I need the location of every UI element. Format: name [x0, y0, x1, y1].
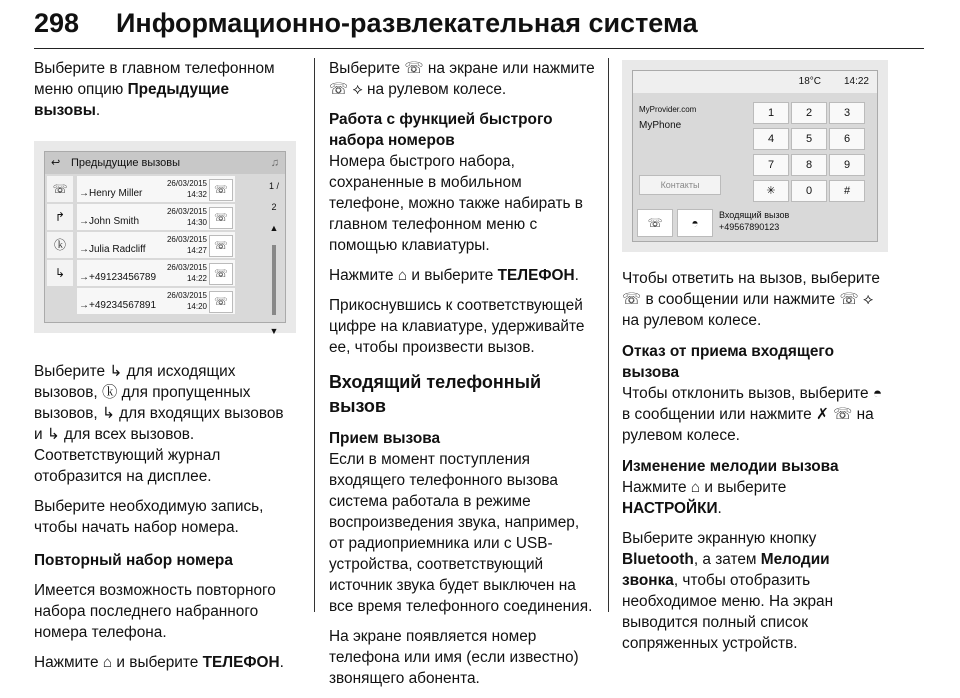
- paragraph: Номера быстрого набора, сохраненные в мобильном телефоне, можно также набирать в главном телефонном меню с помощью клавиатуры.: [329, 153, 583, 254]
- key-star: ✳: [753, 180, 789, 202]
- paragraph: Прикоснувшись к соответствующей цифре на клавиатуре, удерживайте ее, чтобы произвести вызов.: [329, 297, 585, 356]
- missed-calls-icon: ⓚ: [47, 232, 73, 258]
- phone-icon: ☏: [209, 207, 233, 229]
- clock: 14:22: [843, 76, 869, 87]
- screen-titlebar: [45, 152, 285, 174]
- paragraph: Чтобы ответить на вызов, выберите ☏ в сообщении или нажмите ☏ ⟡ на рулевом колесе.: [622, 270, 880, 329]
- phone-name: MyPhone: [639, 120, 682, 131]
- page-number: 298: [34, 8, 80, 38]
- section-heading: Отказ от приема входящего вызова: [622, 343, 834, 381]
- key-3: 3: [829, 102, 865, 124]
- scrollbar: [267, 176, 281, 342]
- paragraph: Чтобы отклонить вызов, выберите ◓ в сообщении или нажмите ✗ ☏ на рулевом колесе.: [622, 385, 883, 444]
- recent-calls-screenshot: [34, 141, 296, 336]
- column-1: [34, 58, 296, 682]
- key-1: 1: [753, 102, 789, 124]
- paragraph: Выберите ☏ на экране или нажмите ☏ ⟡ на рулевом колесе.: [329, 60, 595, 98]
- reject-call-icon: ◓: [677, 209, 713, 237]
- status-bar: [633, 71, 877, 93]
- incoming-calls-icon: ↳: [47, 260, 73, 286]
- call-filter-sidebar: [47, 176, 73, 288]
- list-item: →Julia Radcliff 26/03/2015 14:27 ☏: [77, 232, 235, 258]
- paragraph: Если в момент поступления входящего телефонного вызова система работала в режиме воспроизведения звука, например, от радиоприемника или с USB-устройства, соответствующий источник звука будет выключен на все время телефонного соединения.: [329, 451, 593, 615]
- paragraph: На экране появляется номер телефона или имя (если известно) звонящего абонента.: [329, 628, 579, 687]
- chevron-down-icon: ▼: [269, 326, 279, 336]
- paragraph: Выберите в главном телефонном меню опцию Предыдущие вызовы.: [34, 60, 275, 119]
- list-item: →Henry Miller 26/03/2015 14:32 ☏: [77, 176, 235, 202]
- section-heading: Входящий телефонный вызов: [329, 372, 542, 416]
- paragraph: Нажмите ⌂ и выберите ТЕЛЕФОН.: [329, 267, 579, 284]
- page-title: Информационно-развлекательная система: [116, 8, 698, 38]
- provider-name: MyProvider.com: [639, 105, 697, 114]
- subsection-heading: Прием вызова: [329, 430, 441, 447]
- key-4: 4: [753, 128, 789, 150]
- list-item: →John Smith 26/03/2015 14:30 ☏: [77, 204, 235, 230]
- key-5: 5: [791, 128, 827, 150]
- phone-icon: ☏: [209, 263, 233, 285]
- key-0: 0: [791, 180, 827, 202]
- recent-calls-list: [77, 176, 235, 316]
- page-header: [34, 8, 924, 42]
- incoming-call-label: Входящий вызов: [719, 210, 790, 220]
- section-heading: Изменение мелодии вызова: [622, 458, 839, 475]
- incoming-call-number: +49567890123: [719, 222, 780, 232]
- page-indicator: 1 / 2: [268, 181, 279, 212]
- favorite-icon: ♫: [270, 157, 279, 169]
- paragraph: Нажмите ⌂ и выберите ТЕЛЕФОН.: [34, 654, 284, 671]
- phone-icon: ☏: [209, 179, 233, 201]
- outgoing-calls-icon: ↱: [47, 204, 73, 230]
- paragraph: Выберите необходимую запись, чтобы начать набор номера.: [34, 498, 264, 536]
- column-divider: [314, 58, 315, 612]
- list-item: →+49234567891 26/03/2015 14:20 ☏: [77, 288, 235, 314]
- phone-icon: ☏: [209, 291, 233, 313]
- key-7: 7: [753, 154, 789, 176]
- header-rule: [34, 48, 924, 49]
- key-2: 2: [791, 102, 827, 124]
- column-2: [329, 58, 597, 698]
- hang-up-icon: ◓: [872, 385, 883, 402]
- chevron-up-icon: ▲: [269, 223, 279, 233]
- section-heading: Повторный набор номера: [34, 552, 233, 569]
- contacts-button: Контакты: [639, 175, 721, 195]
- temperature: 18°C: [798, 76, 821, 87]
- column-3: [622, 58, 888, 663]
- paragraph: Нажмите ⌂ и выберите НАСТРОЙКИ.: [622, 479, 787, 517]
- list-item: →+49123456789 26/03/2015 14:22 ☏: [77, 260, 235, 286]
- keypad: [753, 101, 871, 205]
- key-hash: #: [829, 180, 865, 202]
- phone-icon: ☏: [209, 235, 233, 257]
- screen-title: Предыдущие вызовы: [71, 157, 181, 169]
- key-6: 6: [829, 128, 865, 150]
- column-divider: [608, 58, 609, 612]
- incoming-call-bar: [637, 207, 873, 237]
- section-heading: Работа с функцией быстрого набора номеров: [329, 111, 553, 149]
- key-9: 9: [829, 154, 865, 176]
- paragraph: Выберите ↳ для исходящих вызовов, ⓚ для пропущенных вызовов, ↳ для входящих вызовов и ↳ для всех вызовов. Соответствующий журнал отобразится на дисплее.: [34, 363, 284, 485]
- paragraph: Выберите экранную кнопку Bluetooth, а затем Мелодии звонка, чтобы отобразить необходимое меню. На экран выводится полный список сопряженных устройств.: [622, 530, 834, 652]
- phone-keypad-screenshot: [622, 60, 888, 252]
- all-calls-icon: ☏: [47, 176, 73, 202]
- key-8: 8: [791, 154, 827, 176]
- accept-call-icon: ☏: [637, 209, 673, 237]
- paragraph: Имеется возможность повторного набора последнего набранного номера телефона.: [34, 582, 276, 641]
- back-arrow-icon: ↩: [51, 157, 61, 169]
